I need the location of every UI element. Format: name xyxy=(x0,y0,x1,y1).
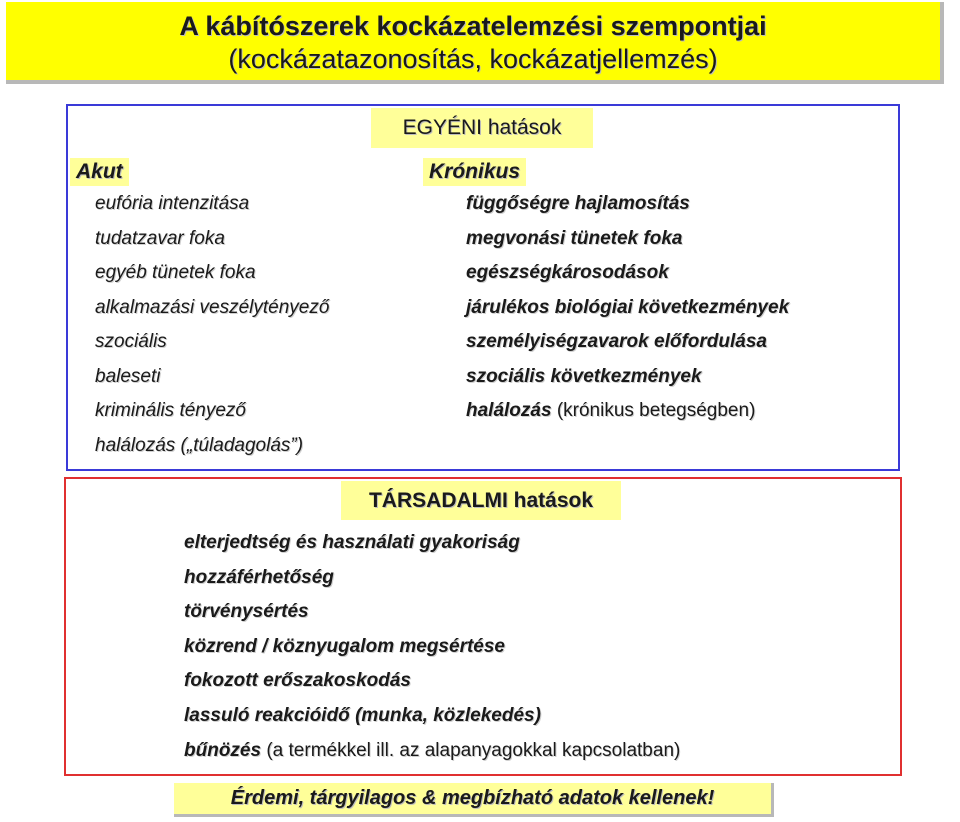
social-item: törvénysértés xyxy=(184,601,309,623)
social-item-last xyxy=(184,734,680,769)
title-banner xyxy=(6,2,944,84)
acute-item: tudatzavar foka xyxy=(95,227,225,249)
acute-item: szociális xyxy=(95,331,167,352)
acute-item: baleseti xyxy=(95,365,161,387)
social-item-main: bűnözés xyxy=(184,739,262,761)
title-main: A kábítószerek kockázatelemzési szempontjai xyxy=(179,11,767,41)
social-item: hozzáférhetőség xyxy=(184,566,334,588)
social-item: közrend / köznyugalom megsértése xyxy=(184,635,505,657)
acute-item: halálozás („túladagolás”) xyxy=(95,434,304,456)
acute-item: alkalmazási veszélytényező xyxy=(95,296,330,318)
social-effects-label: TÁRSADALMI hatások xyxy=(341,481,621,520)
chronic-item-main: halálozás xyxy=(466,400,552,421)
social-item: lassuló reakcióidő (munka, közlekedés) xyxy=(184,704,541,726)
social-list xyxy=(184,526,680,768)
acute-list xyxy=(95,187,329,463)
chronic-item: személyiségzavarok előfordulása xyxy=(466,331,767,352)
social-item-note: (a termékkel ill. az alapanyagokkal kapcsolatban) xyxy=(266,739,681,761)
title-subtitle: (kockázatazonosítás, kockázatjellemzés) xyxy=(228,44,718,74)
chronic-item: függőségre hajlamosítás xyxy=(466,193,690,214)
acute-item: egyéb tünetek foka xyxy=(95,262,256,283)
acute-item: eufória intenzitása xyxy=(95,193,250,214)
chronic-item: járulékos biológiai következmények xyxy=(466,296,790,318)
chronic-item: egészségkárosodások xyxy=(466,262,669,283)
footer-callout: Érdemi, tárgyilagos & megbízható adatok kellenek! xyxy=(174,783,774,817)
individual-effects-label: EGYÉNI hatások xyxy=(371,108,593,148)
acute-heading: Akut xyxy=(70,158,129,186)
chronic-item: megvonási tünetek foka xyxy=(466,227,683,249)
chronic-item-note: (krónikus betegségben) xyxy=(556,400,756,421)
social-item: fokozott erőszakoskodás xyxy=(184,670,411,692)
social-item: elterjedtség és használati gyakoriság xyxy=(184,532,520,553)
chronic-list xyxy=(466,187,789,429)
chronic-heading: Krónikus xyxy=(423,158,526,186)
chronic-item-last xyxy=(466,394,789,429)
chronic-item: szociális következmények xyxy=(466,365,702,387)
acute-item: kriminális tényező xyxy=(95,400,246,421)
